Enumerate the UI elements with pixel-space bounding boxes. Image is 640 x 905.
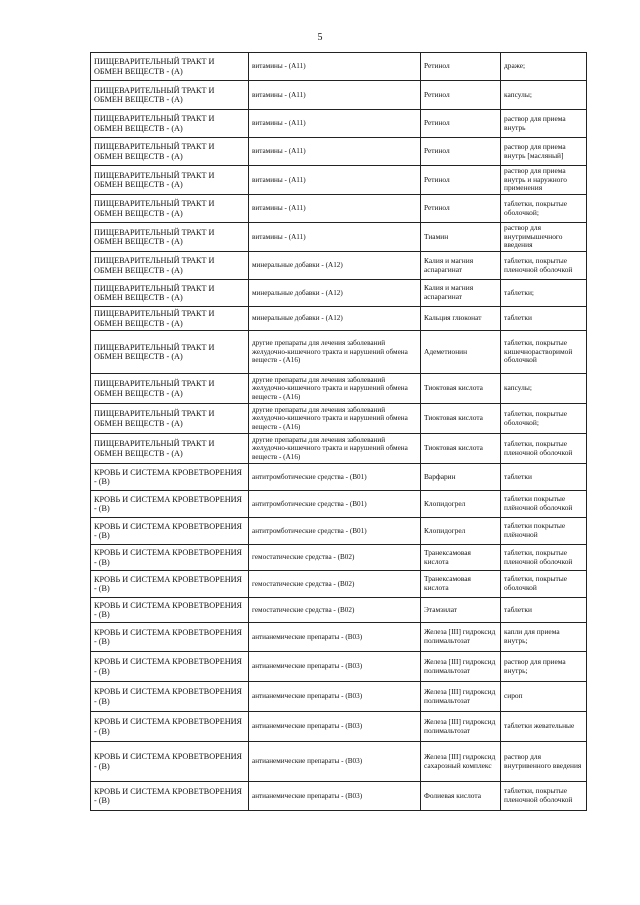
dosage-form-cell: сироп [501, 682, 587, 712]
dosage-form-cell: капсулы; [501, 81, 587, 110]
table-row [91, 571, 587, 598]
drug-name-cell: Клопидогрел [421, 518, 501, 545]
anatomic-group-cell: КРОВЬ И СИСТЕМА КРОВЕТВОРЕНИЯ - (В) [91, 782, 249, 811]
drug-name-cell: Ретинол [421, 166, 501, 195]
dosage-form-cell: таблетки покрытые плёночной [501, 518, 587, 545]
table-row [91, 110, 587, 138]
dosage-form-cell: драже; [501, 53, 587, 81]
table-row [91, 518, 587, 545]
anatomic-group-cell: КРОВЬ И СИСТЕМА КРОВЕТВОРЕНИЯ - (В) [91, 682, 249, 712]
drug-name-cell: Железа [III] гидроксид полимальтозат [421, 682, 501, 712]
table-row [91, 545, 587, 571]
dosage-form-cell: таблетки, покрытые оболочкой; [501, 195, 587, 223]
pharmacologic-subgroup-cell: другие препараты для лечения заболеваний желудочно-кишечного тракта и нарушений обмена веществ - (А16) [249, 404, 421, 434]
drug-name-cell: Ретинол [421, 195, 501, 223]
table-row [91, 491, 587, 518]
anatomic-group-cell: КРОВЬ И СИСТЕМА КРОВЕТВОРЕНИЯ - (В) [91, 571, 249, 598]
drug-name-cell: Ретинол [421, 53, 501, 81]
anatomic-group-cell: ПИЩЕВАРИТЕЛЬНЫЙ ТРАКТ И ОБМЕН ВЕЩЕСТВ - (А) [91, 195, 249, 223]
table-row [91, 252, 587, 280]
drug-name-cell: Клопидогрел [421, 491, 501, 518]
table-row [91, 782, 587, 811]
pharmacologic-subgroup-cell: витамины - (А11) [249, 53, 421, 81]
dosage-form-cell: капсулы; [501, 374, 587, 404]
table-row [91, 81, 587, 110]
drug-name-cell: Тиоктовая кислота [421, 404, 501, 434]
anatomic-group-cell: ПИЩЕВАРИТЕЛЬНЫЙ ТРАКТ И ОБМЕН ВЕЩЕСТВ - (А) [91, 307, 249, 331]
pharmacologic-subgroup-cell: антианемические препараты - (В03) [249, 682, 421, 712]
pharmacologic-subgroup-cell: антитромботические средства - (В01) [249, 464, 421, 491]
anatomic-group-cell: ПИЩЕВАРИТЕЛЬНЫЙ ТРАКТ И ОБМЕН ВЕЩЕСТВ - (А) [91, 53, 249, 81]
table-row [91, 195, 587, 223]
pharmacologic-subgroup-cell: антианемические препараты - (В03) [249, 782, 421, 811]
drug-name-cell: Тиоктовая кислота [421, 374, 501, 404]
anatomic-group-cell: ПИЩЕВАРИТЕЛЬНЫЙ ТРАКТ И ОБМЕН ВЕЩЕСТВ - (А) [91, 252, 249, 280]
drug-name-cell: Ретинол [421, 138, 501, 166]
anatomic-group-cell: КРОВЬ И СИСТЕМА КРОВЕТВОРЕНИЯ - (В) [91, 518, 249, 545]
drug-name-cell: Тиамин [421, 223, 501, 252]
pharmacologic-subgroup-cell: антианемические препараты - (В03) [249, 742, 421, 782]
table-row [91, 166, 587, 195]
drug-name-cell: Ретинол [421, 81, 501, 110]
anatomic-group-cell: ПИЩЕВАРИТЕЛЬНЫЙ ТРАКТ И ОБМЕН ВЕЩЕСТВ - (А) [91, 166, 249, 195]
pharmacologic-subgroup-cell: витамины - (А11) [249, 110, 421, 138]
dosage-form-cell: таблетки, покрытые оболочкой; [501, 404, 587, 434]
drug-name-cell: Калия и магния аспарагинат [421, 280, 501, 307]
pharmacologic-subgroup-cell: антитромботические средства - (В01) [249, 491, 421, 518]
dosage-form-cell: раствор для приема внутрь и наружного применения [501, 166, 587, 195]
dosage-form-cell: таблетки, покрытые пленочной оболочкой [501, 782, 587, 811]
pharmacologic-subgroup-cell: антианемические препараты - (В03) [249, 623, 421, 652]
drug-name-cell: Железа [III] гидроксид полимальтозат [421, 712, 501, 742]
table-row [91, 623, 587, 652]
drug-name-cell: Тиоктовая кислота [421, 434, 501, 464]
table-body [91, 53, 587, 811]
table-row [91, 742, 587, 782]
anatomic-group-cell: ПИЩЕВАРИТЕЛЬНЫЙ ТРАКТ И ОБМЕН ВЕЩЕСТВ - (А) [91, 331, 249, 374]
dosage-form-cell: таблетки, покрытые кишечнорастворимой оболочкой [501, 331, 587, 374]
anatomic-group-cell: ПИЩЕВАРИТЕЛЬНЫЙ ТРАКТ И ОБМЕН ВЕЩЕСТВ - (А) [91, 404, 249, 434]
dosage-form-cell: таблетки, покрытые оболочкой [501, 571, 587, 598]
anatomic-group-cell: КРОВЬ И СИСТЕМА КРОВЕТВОРЕНИЯ - (В) [91, 464, 249, 491]
pharmacologic-subgroup-cell: витамины - (А11) [249, 166, 421, 195]
pharmacologic-subgroup-cell: другие препараты для лечения заболеваний желудочно-кишечного тракта и нарушений обмена веществ - (А16) [249, 374, 421, 404]
table-row [91, 682, 587, 712]
table-row [91, 652, 587, 682]
pharmacologic-subgroup-cell: витамины - (А11) [249, 223, 421, 252]
table-row [91, 434, 587, 464]
anatomic-group-cell: КРОВЬ И СИСТЕМА КРОВЕТВОРЕНИЯ - (В) [91, 598, 249, 623]
dosage-form-cell: капли для приема внутрь; [501, 623, 587, 652]
anatomic-group-cell: КРОВЬ И СИСТЕМА КРОВЕТВОРЕНИЯ - (В) [91, 742, 249, 782]
table-row [91, 404, 587, 434]
table-row [91, 374, 587, 404]
dosage-form-cell: таблетки [501, 307, 587, 331]
anatomic-group-cell: ПИЩЕВАРИТЕЛЬНЫЙ ТРАКТ И ОБМЕН ВЕЩЕСТВ - (А) [91, 280, 249, 307]
dosage-form-cell: раствор для внутривенного введения [501, 742, 587, 782]
drug-name-cell: Железа [III] гидроксид сахарозный комплекс [421, 742, 501, 782]
anatomic-group-cell: ПИЩЕВАРИТЕЛЬНЫЙ ТРАКТ И ОБМЕН ВЕЩЕСТВ - (А) [91, 81, 249, 110]
anatomic-group-cell: ПИЩЕВАРИТЕЛЬНЫЙ ТРАКТ И ОБМЕН ВЕЩЕСТВ - (А) [91, 223, 249, 252]
dosage-form-cell: таблетки, покрытые пленочной оболочкой [501, 252, 587, 280]
page-number: 5 [317, 32, 323, 43]
anatomic-group-cell: ПИЩЕВАРИТЕЛЬНЫЙ ТРАКТ И ОБМЕН ВЕЩЕСТВ - (А) [91, 374, 249, 404]
pharmacologic-subgroup-cell: другие препараты для лечения заболеваний желудочно-кишечного тракта и нарушений обмена веществ - (А16) [249, 331, 421, 374]
table-row [91, 223, 587, 252]
anatomic-group-cell: КРОВЬ И СИСТЕМА КРОВЕТВОРЕНИЯ - (В) [91, 652, 249, 682]
drug-name-cell: Адеметионин [421, 331, 501, 374]
table-row [91, 712, 587, 742]
dosage-form-cell: таблетки [501, 464, 587, 491]
anatomic-group-cell: КРОВЬ И СИСТЕМА КРОВЕТВОРЕНИЯ - (В) [91, 491, 249, 518]
drug-name-cell: Транексамовая кислота [421, 545, 501, 571]
drug-name-cell: Ретинол [421, 110, 501, 138]
pharmacologic-subgroup-cell: витамины - (А11) [249, 81, 421, 110]
dosage-form-cell: таблетки покрытые плёночной оболочкой [501, 491, 587, 518]
table-row [91, 598, 587, 623]
table-row [91, 307, 587, 331]
dosage-form-cell: раствор для внутримышечного введения [501, 223, 587, 252]
dosage-form-cell: таблетки, покрытые пленочной оболочкой [501, 545, 587, 571]
pharmacologic-subgroup-cell: минеральные добавки - (А12) [249, 307, 421, 331]
dosage-form-cell: таблетки [501, 598, 587, 623]
table-row [91, 138, 587, 166]
pharmacologic-subgroup-cell: антианемические препараты - (В03) [249, 712, 421, 742]
dosage-form-cell: таблетки, покрытые пленочной оболочкой [501, 434, 587, 464]
drug-name-cell: Этамзилат [421, 598, 501, 623]
anatomic-group-cell: КРОВЬ И СИСТЕМА КРОВЕТВОРЕНИЯ - (В) [91, 623, 249, 652]
drug-name-cell: Железа [III] гидроксид полимальтозат [421, 623, 501, 652]
pharmacologic-subgroup-cell: другие препараты для лечения заболеваний желудочно-кишечного тракта и нарушений обмена веществ - (А16) [249, 434, 421, 464]
pharmacologic-subgroup-cell: минеральные добавки - (А12) [249, 252, 421, 280]
anatomic-group-cell: ПИЩЕВАРИТЕЛЬНЫЙ ТРАКТ И ОБМЕН ВЕЩЕСТВ - (А) [91, 434, 249, 464]
drug-name-cell: Транексамовая кислота [421, 571, 501, 598]
drug-name-cell: Железа [III] гидроксид полимальтозат [421, 652, 501, 682]
pharmacologic-subgroup-cell: антитромботические средства - (В01) [249, 518, 421, 545]
dosage-form-cell: таблетки; [501, 280, 587, 307]
anatomic-group-cell: ПИЩЕВАРИТЕЛЬНЫЙ ТРАКТ И ОБМЕН ВЕЩЕСТВ - (А) [91, 138, 249, 166]
dosage-form-cell: раствор для приема внутрь; [501, 652, 587, 682]
table-row [91, 280, 587, 307]
dosage-form-cell: раствор для приема внутрь [масляный] [501, 138, 587, 166]
drug-list-table [90, 52, 587, 811]
drug-name-cell: Фолиевая кислота [421, 782, 501, 811]
drug-name-cell: Кальция глюконат [421, 307, 501, 331]
pharmacologic-subgroup-cell: минеральные добавки - (А12) [249, 280, 421, 307]
drug-name-cell: Калия и магния аспарагинат [421, 252, 501, 280]
table-row [91, 53, 587, 81]
dosage-form-cell: раствор для приема внутрь [501, 110, 587, 138]
anatomic-group-cell: КРОВЬ И СИСТЕМА КРОВЕТВОРЕНИЯ - (В) [91, 545, 249, 571]
pharmacologic-subgroup-cell: гемостатические средства - (В02) [249, 571, 421, 598]
pharmacologic-subgroup-cell: антианемические препараты - (В03) [249, 652, 421, 682]
anatomic-group-cell: КРОВЬ И СИСТЕМА КРОВЕТВОРЕНИЯ - (В) [91, 712, 249, 742]
pharmacologic-subgroup-cell: витамины - (А11) [249, 195, 421, 223]
table-row [91, 464, 587, 491]
pharmacologic-subgroup-cell: гемостатические средства - (В02) [249, 598, 421, 623]
drug-name-cell: Варфарин [421, 464, 501, 491]
pharmacologic-subgroup-cell: витамины - (А11) [249, 138, 421, 166]
table-row [91, 331, 587, 374]
anatomic-group-cell: ПИЩЕВАРИТЕЛЬНЫЙ ТРАКТ И ОБМЕН ВЕЩЕСТВ - (А) [91, 110, 249, 138]
dosage-form-cell: таблетки жевательные [501, 712, 587, 742]
pharmacologic-subgroup-cell: гемостатические средства - (В02) [249, 545, 421, 571]
